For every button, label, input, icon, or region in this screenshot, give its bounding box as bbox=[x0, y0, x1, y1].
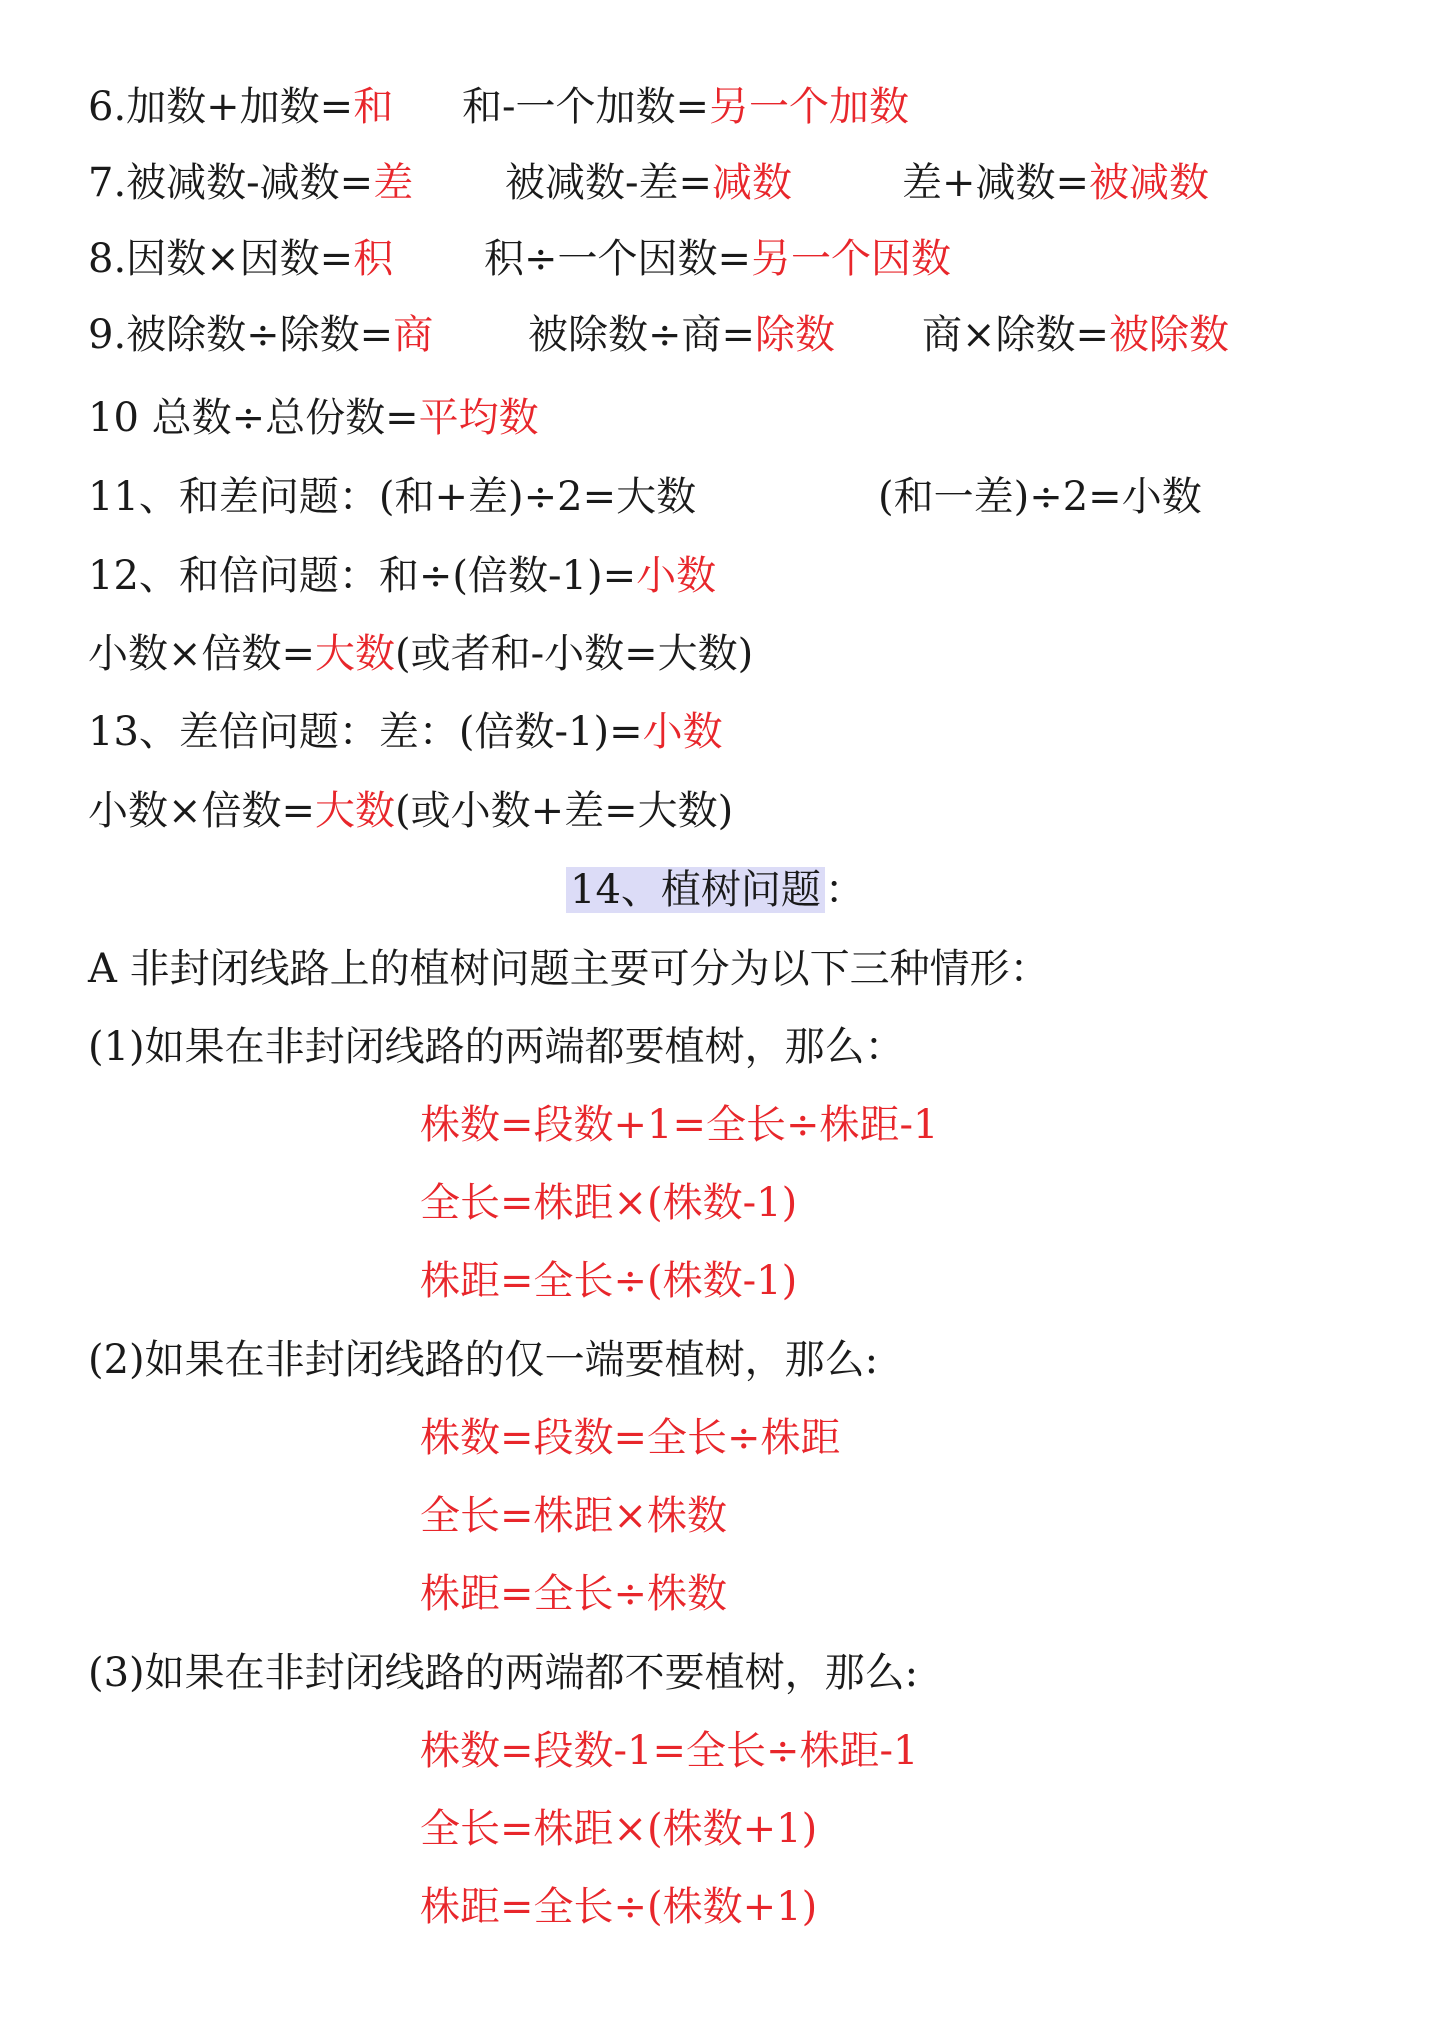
formula-text: 7.被减数-减数= bbox=[88, 160, 374, 206]
case-1-formula: 株距=全长÷(株数-1) bbox=[420, 1258, 798, 1304]
formula-answer: 平均数 bbox=[418, 395, 539, 441]
case-3-formula: 全长=株距×(株数+1) bbox=[420, 1806, 818, 1852]
formula-text: 小数×倍数= bbox=[88, 788, 316, 834]
case-3-heading: (3)如果在非封闭线路的两端都不要植树，那么: bbox=[88, 1650, 919, 1696]
formula-text: 8.因数×因数= bbox=[88, 236, 354, 282]
formula-line-9 bbox=[88, 310, 433, 360]
section-title-colon: ： bbox=[824, 867, 865, 913]
formula-text: 商×除数= bbox=[922, 312, 1110, 358]
formula-text: 12、和倍问题：和÷(倍数-1)= bbox=[88, 553, 637, 599]
formula-text: 13、差倍问题：差：(倍数-1)= bbox=[88, 709, 643, 755]
case-2-formula: 全长=株距×株数 bbox=[420, 1493, 728, 1539]
case-2-formula: 株数=段数=全长÷株距 bbox=[420, 1415, 841, 1461]
formula-line-12 bbox=[88, 551, 716, 601]
formula-line-11 bbox=[88, 472, 696, 522]
case-2-formula: 株距=全长÷株数 bbox=[420, 1571, 728, 1617]
formula-answer: 小数 bbox=[642, 709, 723, 755]
formula-answer: 商 bbox=[393, 312, 434, 358]
formula-answer: 另一个加数 bbox=[709, 84, 910, 130]
formula-line-7 bbox=[88, 158, 413, 208]
case-1-heading: (1)如果在非封闭线路的两端都要植树，那么： bbox=[88, 1024, 905, 1070]
formula-answer: 大数 bbox=[315, 788, 396, 834]
formula-answer: 另一个因数 bbox=[751, 236, 952, 282]
formula-answer: 被减数 bbox=[1089, 160, 1210, 206]
formula-line-9c bbox=[922, 310, 1229, 360]
formula-line-8 bbox=[88, 234, 393, 284]
formula-text: 6.加数+加数= bbox=[88, 84, 354, 130]
case-3-formula: 株距=全长÷(株数+1) bbox=[420, 1884, 818, 1930]
formula-line-13b bbox=[88, 786, 733, 836]
formula-answer: 积 bbox=[353, 236, 394, 282]
section-title-highlight: 14、植树问题 bbox=[566, 867, 825, 913]
formula-text: 9.被除数÷除数= bbox=[88, 312, 394, 358]
formula-line-7c bbox=[902, 158, 1209, 208]
case-3-formula: 株数=段数-1=全长÷株距-1 bbox=[420, 1728, 919, 1774]
intro-text: A 非封闭线路上的植树问题主要可分为以下三种情形： bbox=[88, 946, 1050, 992]
formula-text: 被减数-差= bbox=[505, 160, 713, 206]
formula-answer: 减数 bbox=[712, 160, 793, 206]
formula-line-7b bbox=[505, 158, 792, 208]
formula-text: 差+减数= bbox=[902, 160, 1090, 206]
formula-text: (和一差)÷2=小数 bbox=[878, 474, 1202, 520]
formula-text: 11、和差问题：(和+差)÷2=大数 bbox=[88, 474, 697, 520]
formula-answer: 大数 bbox=[315, 631, 396, 677]
formula-line-11b bbox=[878, 472, 1202, 522]
formula-text: 积÷一个因数= bbox=[484, 236, 752, 282]
formula-line-8b bbox=[484, 234, 951, 284]
formula-line-6 bbox=[88, 82, 393, 132]
formula-text: 和-一个加数= bbox=[462, 84, 710, 130]
formula-text: 被除数÷商= bbox=[528, 312, 756, 358]
formula-line-13 bbox=[88, 707, 723, 757]
formula-answer: 被除数 bbox=[1109, 312, 1230, 358]
formula-line-10 bbox=[88, 393, 539, 443]
formula-answer: 除数 bbox=[755, 312, 836, 358]
formula-line-6b bbox=[462, 82, 909, 132]
formula-answer: 和 bbox=[353, 84, 394, 130]
formula-note: (或者和-小数=大数) bbox=[395, 631, 754, 677]
formula-line-9b bbox=[528, 310, 835, 360]
formula-line-12b bbox=[88, 629, 753, 679]
formula-text: 小数×倍数= bbox=[88, 631, 316, 677]
formula-text: 10 总数÷总份数= bbox=[88, 395, 419, 441]
formula-answer: 差 bbox=[373, 160, 414, 206]
section-heading-14 bbox=[566, 865, 865, 915]
formula-note: (或小数+差=大数) bbox=[395, 788, 734, 834]
case-1-formula: 全长=株距×(株数-1) bbox=[420, 1180, 798, 1226]
case-2-heading: (2)如果在非封闭线路的仅一端要植树，那么: bbox=[88, 1337, 879, 1383]
formula-answer: 小数 bbox=[636, 553, 717, 599]
case-1-formula: 株数=段数+1=全长÷株距-1 bbox=[420, 1102, 939, 1148]
